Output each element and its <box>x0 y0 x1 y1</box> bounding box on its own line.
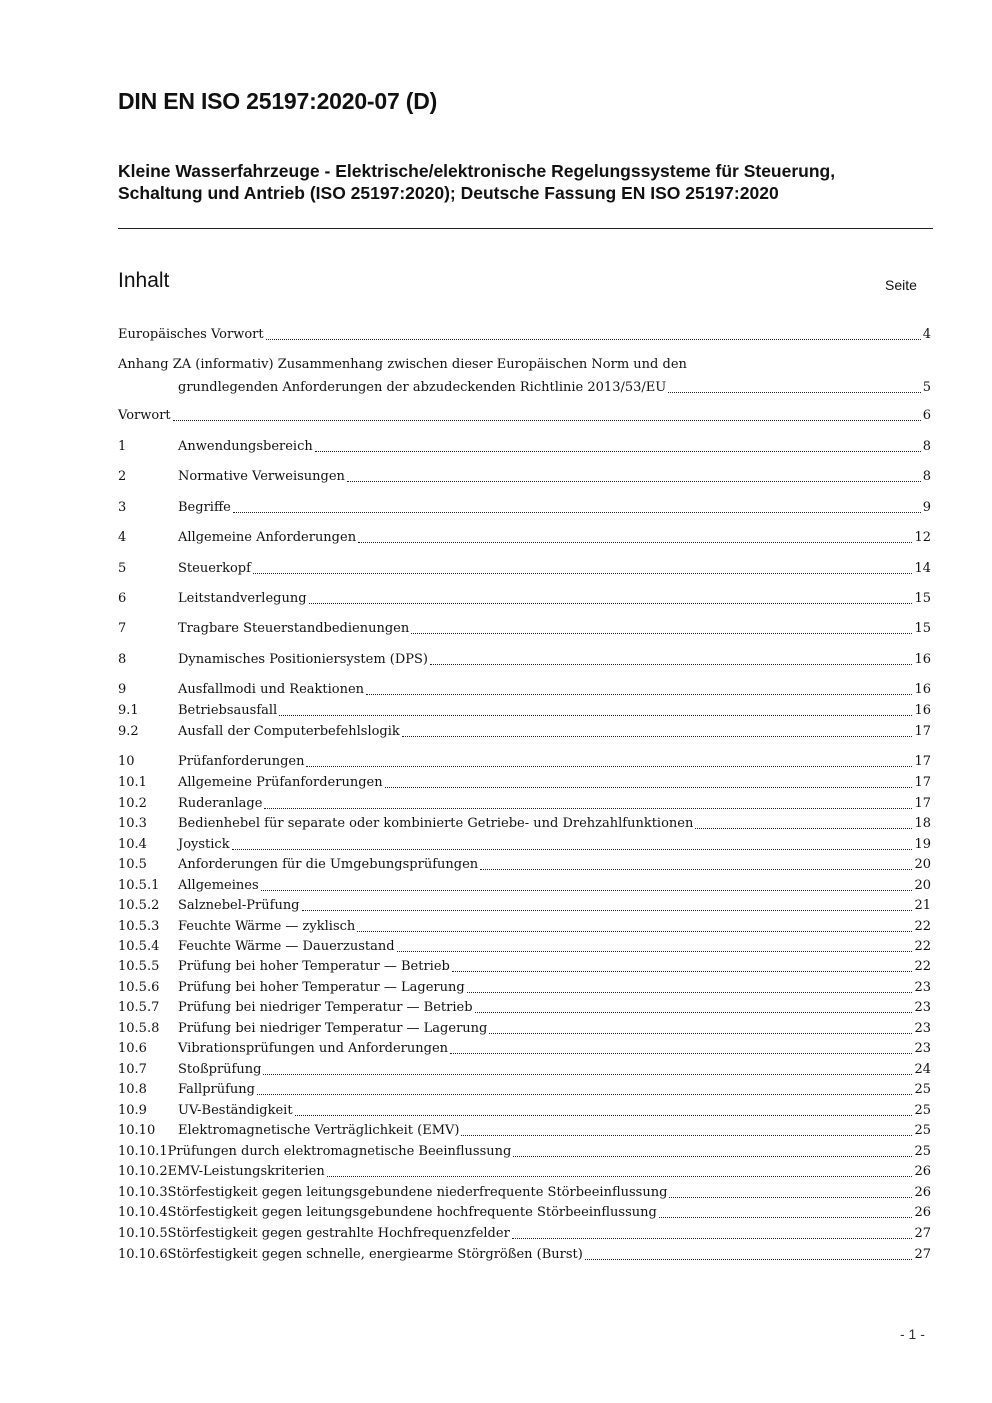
toc-leader-dots <box>513 1155 912 1157</box>
toc-entry-page: 25 <box>914 1123 931 1138</box>
toc-leader-dots <box>358 541 912 543</box>
toc-entry-title: Dynamisches Positioniersystem (DPS) <box>178 652 429 667</box>
toc-leader-dots <box>279 714 912 716</box>
toc-entry-title: Prüfungen durch elektromagnetische Beeinflussung <box>167 1144 512 1159</box>
toc-entry-number: 10.4 <box>118 837 147 852</box>
toc-entry-title: Anwendungsbereich <box>178 439 313 454</box>
toc-entry-page: 12 <box>914 530 931 545</box>
toc-entry[interactable] <box>118 619 931 639</box>
toc-entry-number: 10 <box>118 754 135 769</box>
toc-entry-title: Allgemeine Anforderungen <box>178 530 357 545</box>
toc-entry-page: 9 <box>922 500 931 515</box>
toc-leader-dots <box>461 1134 912 1136</box>
toc-entry-title: Prüfung bei hoher Temperatur — Betrieb <box>178 959 450 974</box>
toc-entry-page: 25 <box>914 1082 931 1097</box>
toc-entry-number: 10.10.6 <box>118 1247 168 1262</box>
toc-entry-number: 10.5.7 <box>118 1000 160 1015</box>
toc-entry-title: Feuchte Wärme — Dauerzustand <box>178 939 395 954</box>
toc-leader-dots <box>266 338 921 340</box>
toc-entry[interactable] <box>118 1039 931 1059</box>
toc-entry-page: 19 <box>914 837 931 852</box>
toc-entry[interactable] <box>118 835 931 855</box>
toc-entry-title: Störfestigkeit gegen leitungsgebundene niederfrequente Störbeeinflussung <box>167 1185 668 1200</box>
toc-entry[interactable] <box>118 1224 931 1244</box>
toc-leader-dots <box>263 1073 912 1075</box>
toc-entry-page: 16 <box>914 682 931 697</box>
toc-leader-dots <box>397 950 913 952</box>
toc-entry-title: Tragbare Steuerstandbedienungen <box>178 621 410 636</box>
toc-entry-title: Normative Verweisungen <box>178 469 345 484</box>
toc-entry-number: 10.5.5 <box>118 959 160 974</box>
toc-leader-dots <box>669 1196 912 1198</box>
toc-entry-title-continued: grundlegenden Anforderungen der abzudeckenden Richtlinie 2013/53/EU <box>178 380 667 395</box>
toc-entry-title: Ausfall der Computerbefehlslogik <box>178 724 400 739</box>
toc-entry-title: UV-Beständigkeit <box>178 1103 293 1118</box>
toc-leader-dots <box>327 1175 913 1177</box>
toc-entry-title: Anforderungen für die Umgebungsprüfungen <box>178 857 479 872</box>
toc-entry-title: Störfestigkeit gegen leitungsgebundene hochfrequente Störbeeinflussung <box>167 1205 657 1220</box>
toc-entry-page: 4 <box>922 327 931 342</box>
toc-entry-page: 16 <box>914 652 931 667</box>
toc-entry-title: Störfestigkeit gegen schnelle, energiearme Störgrößen (Burst) <box>167 1247 583 1262</box>
toc-entry-title: Prüfung bei niedriger Temperatur — Betrieb <box>178 1000 473 1015</box>
toc-entry[interactable] <box>118 1019 931 1039</box>
toc-entry-title: Feuchte Wärme — zyklisch <box>178 919 356 934</box>
toc-leader-dots <box>475 1011 913 1013</box>
toc-entry-page: 22 <box>914 919 931 934</box>
toc-entry-number: 10.1 <box>118 775 147 790</box>
toc-entry[interactable] <box>118 773 931 793</box>
toc-leader-dots <box>347 480 921 482</box>
toc-entry-number: 10.5.4 <box>118 939 160 954</box>
toc-entry-page: 18 <box>914 816 931 831</box>
toc-entry-title: Betriebsausfall <box>178 703 278 718</box>
toc-entry-title: Prüfanforderungen <box>178 754 305 769</box>
toc-entry-title: Stoßprüfung <box>178 1062 262 1077</box>
toc-leader-dots <box>467 991 913 993</box>
toc-entry-number: 10.7 <box>118 1062 147 1077</box>
toc-entry-number: 9 <box>118 682 127 697</box>
title-divider <box>118 228 933 229</box>
toc-entry-page: 17 <box>914 796 931 811</box>
toc-entry-page: 17 <box>914 775 931 790</box>
toc-leader-dots <box>366 693 912 695</box>
toc-entry-continuation[interactable] <box>118 378 931 398</box>
toc-entry-page: 23 <box>914 1021 931 1036</box>
toc-entry-title: Prüfung bei hoher Temperatur — Lagerung <box>178 980 465 995</box>
toc-entry-number: 6 <box>118 591 127 606</box>
toc-entry-title: Prüfung bei niedriger Temperatur — Lagerung <box>178 1021 488 1036</box>
toc-entry-title: Bedienhebel für separate oder kombinierte Getriebe- und Drehzahlfunktionen <box>178 816 694 831</box>
toc-entry-number: 5 <box>118 561 127 576</box>
toc-entry-number: 3 <box>118 500 127 515</box>
toc-entry[interactable] <box>118 406 931 426</box>
toc-entry[interactable] <box>118 559 931 579</box>
toc-entry-number: 10.10.5 <box>118 1226 168 1241</box>
toc-entry[interactable] <box>118 1121 931 1141</box>
toc-leader-dots <box>585 1258 913 1260</box>
toc-entry-page: 21 <box>914 898 931 913</box>
toc-entry-number: 9.1 <box>118 703 139 718</box>
toc-leader-dots <box>315 450 921 452</box>
toc-leader-dots <box>264 807 912 809</box>
toc-entry-page: 8 <box>922 469 931 484</box>
toc-entry-title: Joystick <box>178 837 230 852</box>
toc-entry-number: 2 <box>118 469 127 484</box>
toc-entry-title: Allgemeine Prüfanforderungen <box>178 775 383 790</box>
toc-leader-dots <box>173 419 921 421</box>
toc-entry-page: 26 <box>914 1205 931 1220</box>
toc-entry[interactable] <box>118 437 931 457</box>
toc-entry-number: 10.5.2 <box>118 898 160 913</box>
toc-entry-number: 10.2 <box>118 796 147 811</box>
toc-entry-title: Allgemeines <box>178 878 259 893</box>
toc-leader-dots <box>668 391 921 393</box>
toc-entry[interactable] <box>118 467 931 487</box>
toc-entry[interactable] <box>118 680 931 700</box>
toc-entry-page: 25 <box>914 1103 931 1118</box>
toc-entry[interactable] <box>118 589 931 609</box>
toc-entry[interactable] <box>118 1203 931 1223</box>
toc-entry-title: Vorwort <box>118 408 171 423</box>
toc-entry-page: 26 <box>914 1185 931 1200</box>
toc-entry-title: Anhang ZA (informativ) Zusammenhang zwischen dieser Europäischen Norm und den <box>118 357 687 372</box>
toc-entry-number: 10.5 <box>118 857 147 872</box>
toc-entry-page: 16 <box>914 703 931 718</box>
toc-entry-title: Steuerkopf <box>178 561 251 576</box>
toc-entry[interactable] <box>118 855 931 875</box>
toc-entry[interactable] <box>118 1060 931 1080</box>
toc-entry[interactable] <box>118 937 931 957</box>
toc-leader-dots <box>411 632 912 634</box>
toc-leader-dots <box>512 1237 913 1239</box>
toc-entry-number: 10.5.3 <box>118 919 160 934</box>
toc-entry-number: 10.10.4 <box>118 1205 168 1220</box>
toc-entry-number: 7 <box>118 621 127 636</box>
toc-entry-number: 10.10.2 <box>118 1164 168 1179</box>
toc-entry-page: 17 <box>914 754 931 769</box>
toc-leader-dots <box>452 970 913 972</box>
toc-entry-number: 10.10.1 <box>118 1144 168 1159</box>
toc-entry-page: 5 <box>922 380 931 395</box>
toc-entry-title: Vibrationsprüfungen und Anforderungen <box>178 1041 449 1056</box>
toc-leader-dots <box>659 1216 913 1218</box>
toc-entry-page: 8 <box>922 439 931 454</box>
toc-entry-title: Störfestigkeit gegen gestrahlte Hochfrequenzfelder <box>167 1226 510 1241</box>
toc-entry-title: Ausfallmodi und Reaktionen <box>178 682 365 697</box>
toc-entry[interactable] <box>118 1080 931 1100</box>
toc-entry-number: 9.2 <box>118 724 139 739</box>
toc-entry-number: 4 <box>118 530 127 545</box>
toc-entry-title: Leitstandverlegung <box>178 591 307 606</box>
toc-entry-page: 23 <box>914 1000 931 1015</box>
toc-entry-number: 10.10.3 <box>118 1185 168 1200</box>
toc-entry-page: 23 <box>914 980 931 995</box>
toc-leader-dots <box>261 889 913 891</box>
toc-entry[interactable] <box>118 794 931 814</box>
toc-leader-dots <box>430 663 912 665</box>
toc-leader-dots <box>489 1032 912 1034</box>
toc-entry-title: Fallprüfung <box>178 1082 255 1097</box>
toc-entry[interactable] <box>118 1183 931 1203</box>
page-number: - 1 - <box>900 1326 925 1342</box>
toc-entry-page: 20 <box>914 857 931 872</box>
toc-leader-dots <box>357 930 912 932</box>
toc-entry[interactable] <box>118 650 931 670</box>
toc-entry[interactable] <box>118 722 931 742</box>
toc-leader-dots <box>232 848 913 850</box>
toc-leader-dots <box>295 1114 913 1116</box>
toc-leader-dots <box>306 765 912 767</box>
toc-entry[interactable] <box>118 528 931 548</box>
toc-leader-dots <box>257 1093 912 1095</box>
toc-entry-page: 25 <box>914 1144 931 1159</box>
toc-entry-page: 27 <box>914 1226 931 1241</box>
toc-entry-page: 26 <box>914 1164 931 1179</box>
toc-entry-page: 20 <box>914 878 931 893</box>
toc-entry-page: 24 <box>914 1062 931 1077</box>
toc-entry[interactable] <box>118 1162 931 1182</box>
toc-entry[interactable] <box>118 1142 931 1162</box>
toc-leader-dots <box>402 735 913 737</box>
toc-entry-page: 14 <box>914 561 931 576</box>
toc-leader-dots <box>253 572 913 574</box>
toc-leader-dots <box>695 827 912 829</box>
toc-entry-number: 10.3 <box>118 816 147 831</box>
toc-leader-dots <box>480 868 912 870</box>
toc-entry-number: 8 <box>118 652 127 667</box>
toc-entry[interactable] <box>118 325 931 345</box>
toc-entry[interactable] <box>118 355 931 375</box>
toc-entry-page: 22 <box>914 959 931 974</box>
toc-entry-page: 22 <box>914 939 931 954</box>
toc-entry-page: 17 <box>914 724 931 739</box>
toc-leader-dots <box>385 786 913 788</box>
toc-heading: Inhalt <box>118 269 170 292</box>
toc-entry-number: 10.5.1 <box>118 878 160 893</box>
toc-entry-title: Salznebel-Prüfung <box>178 898 300 913</box>
toc-leader-dots <box>450 1052 912 1054</box>
toc-entry[interactable] <box>118 814 931 834</box>
document-subtitle: Kleine Wasserfahrzeuge - Elektrische/elektronische Regelungssysteme für Steuerung, Schaltung und Antrieb (ISO 25197:2020); Deutsche Fassung EN ISO 25197:2020 <box>118 161 836 203</box>
toc-entry[interactable] <box>118 957 931 977</box>
toc-entry[interactable] <box>118 1101 931 1121</box>
toc-entry-title: Begriffe <box>178 500 231 515</box>
toc-leader-dots <box>309 602 913 604</box>
toc-entry[interactable] <box>118 701 931 721</box>
toc-leader-dots <box>302 909 913 911</box>
toc-leader-dots <box>233 511 921 513</box>
toc-entry[interactable] <box>118 1245 931 1265</box>
toc-entry[interactable] <box>118 876 931 896</box>
toc-entry-page: 27 <box>914 1247 931 1262</box>
toc-entry-number: 10.9 <box>118 1103 147 1118</box>
toc-entry[interactable] <box>118 752 931 772</box>
toc-entry-title: EMV-Leistungskriterien <box>167 1164 325 1179</box>
toc-entry-title: Elektromagnetische Verträglichkeit (EMV) <box>178 1123 460 1138</box>
toc-entry-number: 10.5.8 <box>118 1021 160 1036</box>
toc-entry[interactable] <box>118 498 931 518</box>
toc-entry-page: 15 <box>914 591 931 606</box>
toc-entry[interactable] <box>118 896 931 916</box>
toc-entry[interactable] <box>118 998 931 1018</box>
document-title: DIN EN ISO 25197:2020-07 (D) <box>118 88 438 114</box>
toc-entry-number: 10.6 <box>118 1041 147 1056</box>
toc-page-column-label: Seite <box>885 277 917 293</box>
toc-entry-page: 23 <box>914 1041 931 1056</box>
toc-entry[interactable] <box>118 978 931 998</box>
toc-entry-title: Ruderanlage <box>178 796 263 811</box>
toc-entry-number: 10.8 <box>118 1082 147 1097</box>
toc-entry-number: 10.10 <box>118 1123 156 1138</box>
toc-entry-number: 10.5.6 <box>118 980 160 995</box>
toc-entry-page: 15 <box>914 621 931 636</box>
toc-entry-number: 1 <box>118 439 127 454</box>
toc-entry-page: 6 <box>922 408 931 423</box>
toc-entry-title: Europäisches Vorwort <box>118 327 264 342</box>
toc-entry[interactable] <box>118 917 931 937</box>
